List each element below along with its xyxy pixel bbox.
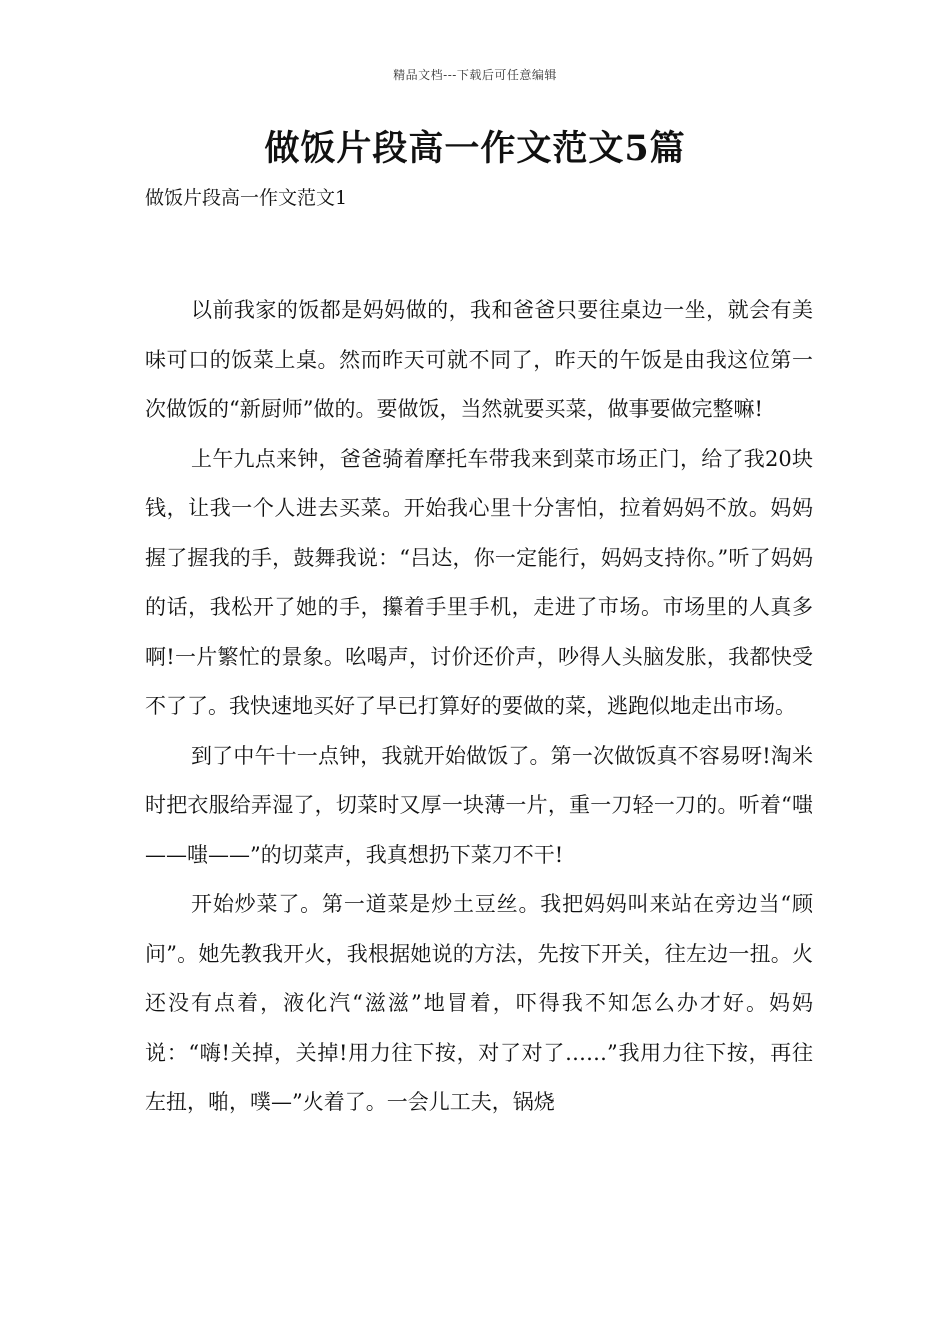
document-title: 做饭片段高一作文范文5篇 (264, 128, 686, 169)
section-heading: 做饭片段高一作文范文1 (145, 187, 348, 209)
paragraph: 开始炒菜了。第一道菜是炒土豆丝。我把妈妈叫来站在旁边当“顾问”。她先教我开火，我根据她说的方法，先按下开关，往左边一扭。火还没有点着，液化汽“滋滋”地冒着，吓得我不知怎么办才好。妈妈说：“嗨!关掉，关掉!用力往下按，对了对了……”我用力往下按，再往左扭，啪，噗—”火着了。一会儿工夫，锅烧 (145, 892, 813, 1114)
document-body (145, 286, 813, 1128)
paragraph: 上午九点来钟，爸爸骑着摩托车带我来到菜市场正门，给了我20块钱，让我一个人进去买菜。开始我心里十分害怕，拉着妈妈不放。妈妈握了握我的手，鼓舞我说：“吕达，你一定能行，妈妈支持你。”听了妈妈的话，我松开了她的手，攥着手里手机，走进了市场。市场里的人真多啊!一片繁忙的景象。吆喝声，讨价还价声，吵得人头脑发胀，我都快受不了了。我快速地买好了早已打算好的要做的菜，逃跑似地走出市场。 (145, 446, 813, 718)
paragraph: 以前我家的饭都是妈妈做的，我和爸爸只要往桌边一坐，就会有美味可口的饭菜上桌。然而昨天可就不同了，昨天的午饭是由我这位第一次做饭的“新厨师”做的。要做饭，当然就要买菜，做事要做完整嘛! (145, 298, 813, 421)
header-note: 精品文档---下载后可任意编辑 (393, 68, 557, 82)
paragraph: 到了中午十一点钟，我就开始做饭了。第一次做饭真不容易呀!淘米时把衣服给弄湿了，切菜时又厚一块薄一片，重一刀轻一刀的。听着“嗤——嗤——”的切菜声，我真想扔下菜刀不干! (145, 743, 813, 867)
